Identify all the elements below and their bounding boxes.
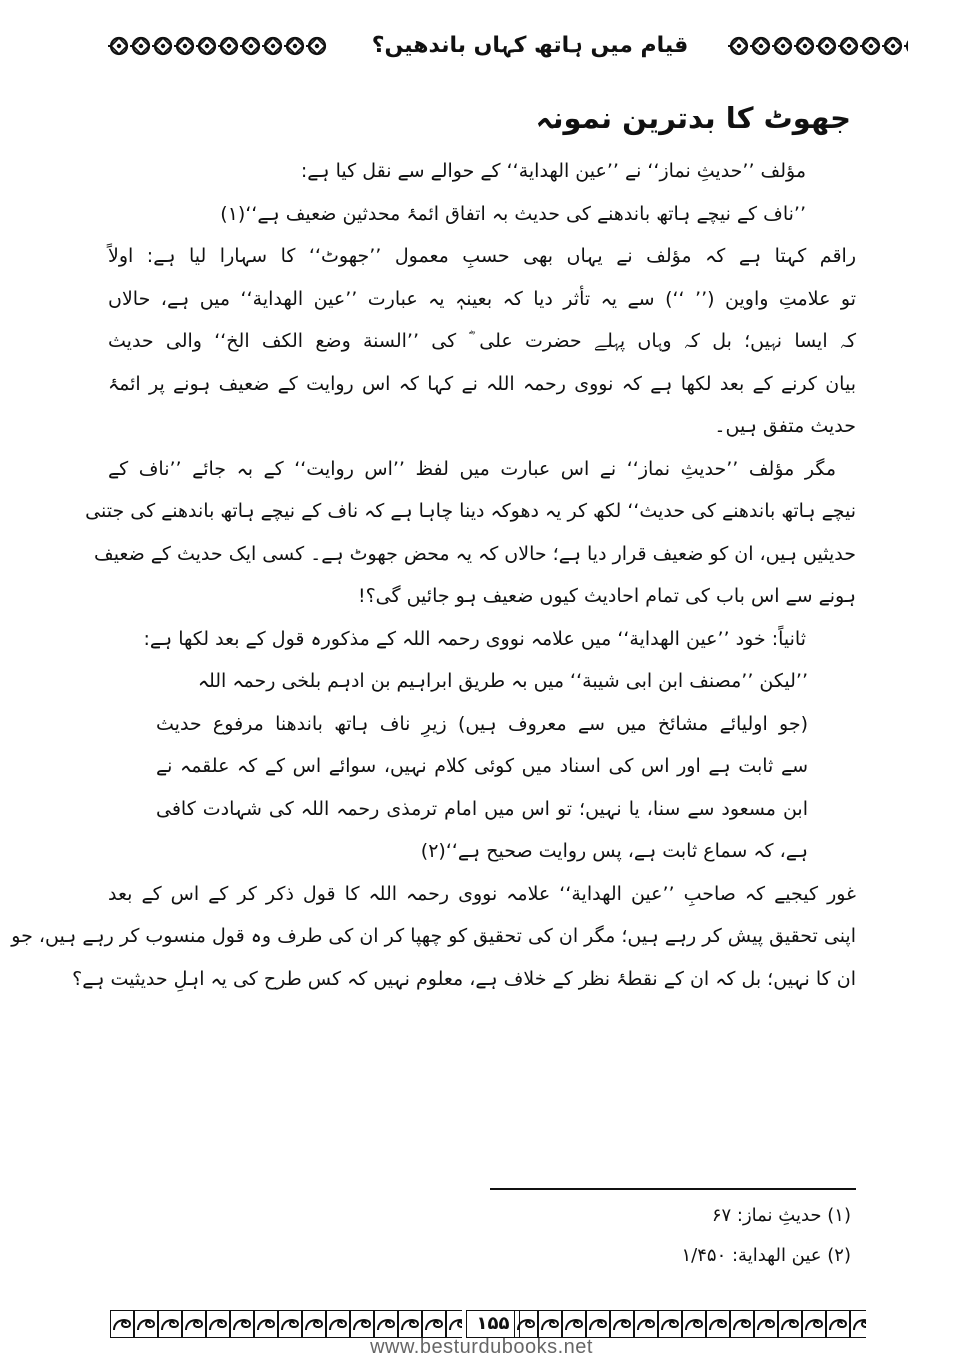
text-line: نیچے ہاتھ باندھنے کی حدیث‘‘ لکھ کر یہ دھوکہ دینا چاہا ہے کہ ناف کے نیچے ہاتھ باندھنے کی جتنی <box>85 500 856 522</box>
text-line: تو علامتِ واوین (’’ ‘‘) سے یہ تأثر دیا کہ بعینہٖ یہ عبارت ’’عین الهداية‘‘ میں ہے، حالاں <box>108 287 856 310</box>
quote-line: سے ثابت ہے اور اس کی اسناد میں کوئی کلام نہیں، سوائے اس کے کہ علقمہ نے <box>156 755 808 777</box>
header-ornament-right <box>728 32 908 60</box>
body-text <box>11 150 856 1000</box>
text-line: اپنی تحقیق پیش کر رہے ہیں؛ مگر ان کی تحقیق کو چھپا کر ان کی طرف وہ قول منسوب کر رہے ہیں، جو <box>11 925 856 947</box>
text-line: ہونے سے اس باب کی تمام احادیث کیوں ضعیف ہو جائیں گی؟! <box>357 585 856 607</box>
text-line: بیان کرنے کے بعد لکھا ہے کہ نووی رحمہ اللہ نے کہا کہ اس روایت کے ضعیف ہونے پر ائمۂ <box>108 372 856 395</box>
quote-line: ہے، کہ سماع ثابت ہے، پس روایت صحیح ہے‘‘(۲) <box>420 840 808 862</box>
text-line: مؤلف ’’حدیثِ نماز‘‘ نے ’’عین الهداية‘‘ کے حوالے سے نقل کیا ہے: <box>300 160 806 182</box>
header-ornament-left <box>108 32 328 60</box>
page-number: ۱۵۵ <box>466 1310 520 1338</box>
quote-line: (جو اولیائے مشائخ میں سے معروف ہیں) زیرِ ناف ہاتھ باندھنا مرفوع حدیث <box>156 712 808 735</box>
footnote-separator <box>490 1188 856 1190</box>
section-heading: جھوٹ کا بدترین نمونہ <box>535 101 851 135</box>
text-line: حدیثیں ہیں، ان کو ضعیف قرار دیا ہے؛ حالاں کہ یہ محض جھوٹ ہے۔ کسی ایک حدیث کے ضعیف <box>94 542 856 565</box>
footer-ornament-right <box>514 1310 866 1338</box>
footer-ornament-left <box>110 1310 462 1338</box>
quote-line: ابن مسعود سے سنا، یا نہیں؛ تو اس میں امام ترمذی رحمہ اللہ کی شہادت کافی <box>156 797 808 820</box>
running-header <box>108 30 908 62</box>
text-line: ثانیاً: خود ’’عین الهداية‘‘ میں علامہ نووی رحمہ اللہ کے مذکورہ قول کے بعد لکھا ہے: <box>143 627 806 650</box>
header-title: قیام میں ہاتھ کہاں باندھیں؟ <box>371 33 689 58</box>
text-line: غور کیجیے کہ صاحبِ ’’عین الهداية‘‘ علامہ نووی رحمہ اللہ کا قول ذکر کر کے اس کے بعد <box>108 882 856 905</box>
footnotes <box>151 1196 851 1276</box>
text-line: کہ ایسا نہیں؛ بل کہ وہاں پہلے حضرت علی ؓ کی ’’السنة وضع الكف الخ‘‘ والی حدیث <box>108 330 856 352</box>
text-line: مگر مؤلف ’’حدیثِ نماز‘‘ نے اس عبارت میں لفظ ’’اس روایت‘‘ کے بہ جائے ’’ناف کے <box>108 457 836 480</box>
page-footer <box>110 1310 866 1338</box>
text-line: راقم کہتا ہے کہ مؤلف نے یہاں بھی حسبِ معمول ’’جھوٹ‘‘ کا سہارا لیا ہے: اولاً <box>108 245 856 267</box>
footnote-1: (۱) حدیثِ نماز: ۶۷ <box>711 1205 851 1226</box>
text-line: ان کا نہیں؛ بل کہ ان کے نقطۂ نظر کے خلاف ہے، معلوم نہیں کہ کس طرح کی یہ اہلِ حدیثیت ہے؟ <box>72 967 856 990</box>
text-line: ’’ناف کے نیچے ہاتھ باندھنے کی حدیث بہ اتفاق ائمۂ محدثین ضعیف ہے‘‘(۱) <box>220 202 806 225</box>
text-line: حدیث متفق ہیں۔ <box>714 415 856 437</box>
website-watermark: www.besturdubooks.net <box>370 1336 593 1358</box>
footnote-2: (۲) عین الهداية: ۱/۴۵۰ <box>681 1245 851 1266</box>
quote-line: ’’لیکن ’’مصنف ابن ابی شیبة‘‘ میں بہ طریق ابراہیم بن ادہم بلخی رحمہ اللہ <box>197 670 808 692</box>
